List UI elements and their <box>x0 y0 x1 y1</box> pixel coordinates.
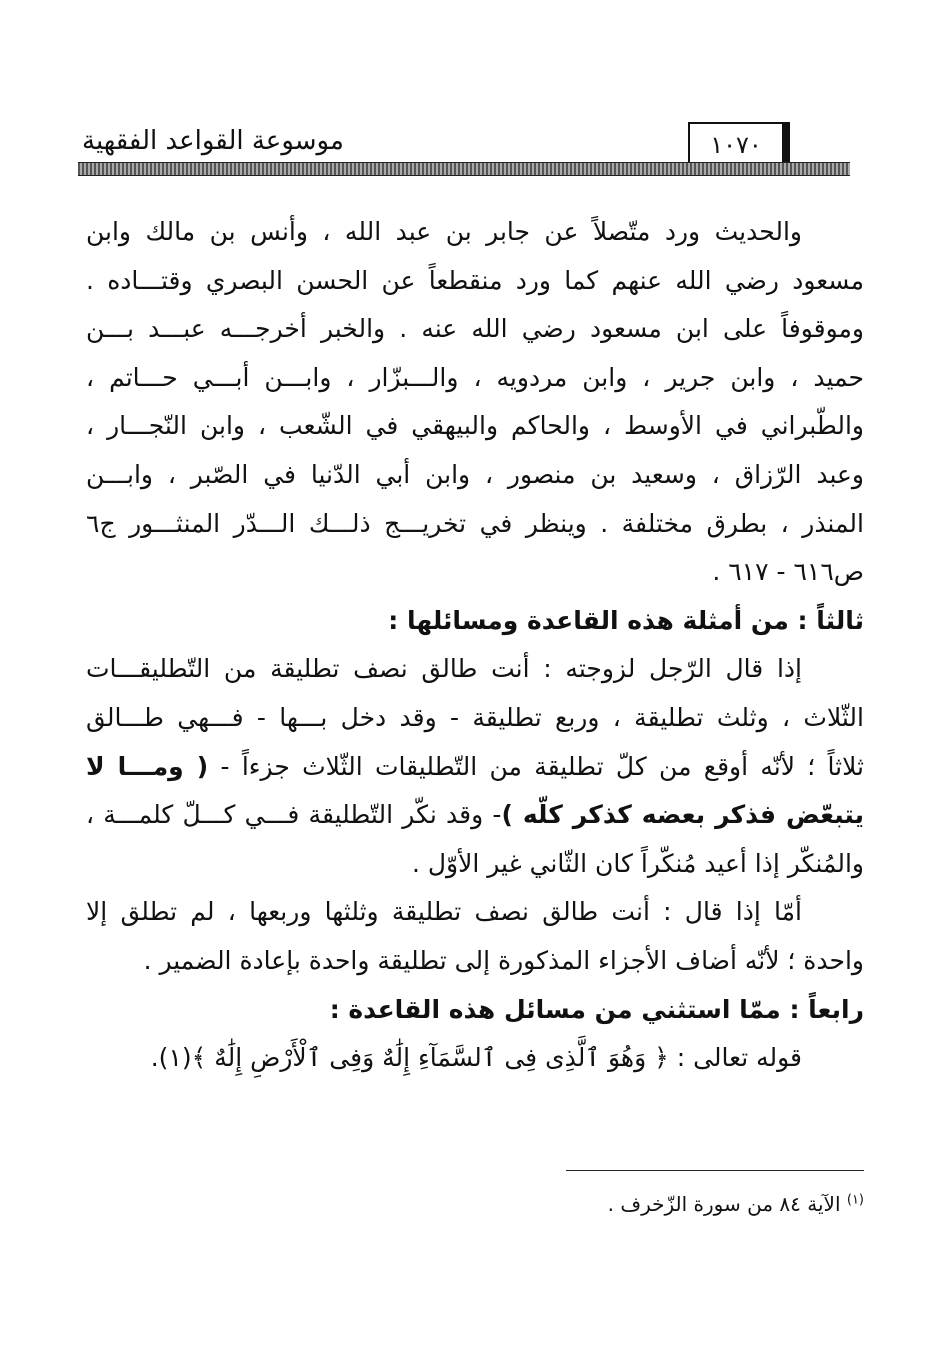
footnote-divider <box>566 1170 864 1171</box>
text-line: واحدة ؛ لأنّه أضاف الأجزاء المذكورة إلى تطليقة واحدة بإعادة الضمير . <box>143 945 864 975</box>
footnote <box>500 1192 864 1216</box>
section-heading-3: ثالثاً : من أمثلة هذه القاعدة ومسائلها : <box>388 605 864 635</box>
text-line: والحديث ورد متّصلاً عن جابر بن عبد الله ، وأنس بن مالك وابن <box>86 217 802 246</box>
page-header <box>78 118 850 180</box>
text-line: يتبعّض فذكر بعضه كذكر كلّه )- وقد نكّر التّطليقة فـــي كـــلّ كلمـــة ، <box>86 800 864 830</box>
footnote-text: الآية ٨٤ من سورة الزّخرف . <box>607 1192 841 1216</box>
text-line: إذا قال الرّجل لزوجته : أنت طالق نصف تطليقة من التّطليقـــات <box>86 654 802 684</box>
section-heading-4: رابعاً : ممّا استثني من مسائل هذه القاعدة : <box>329 994 864 1024</box>
text-line: والطّبراني في الأوسط ، والحاكم والبيهقي في الشّعب ، وابن النّجـــار ، <box>86 411 864 441</box>
text-line: وموقوفاً على ابن مسعود رضي الله عنه . والخبر أخرجـــه عبـــد بـــن <box>86 314 864 344</box>
text-line: وعبد الرّزاق ، وسعيد بن منصور ، وابن أبي الدّنيا في الصّبر ، وابـــن <box>86 459 864 489</box>
quran-verse-line: قوله تعالى : ﴿ وَهُوَ ٱلَّذِى فِى ٱلسَّمَآءِ إِلَٰهٌ وَفِى ٱلْأَرْضِ إِلَٰهٌ ﴾(١). <box>150 1043 802 1073</box>
text-line: والمُنكّر إذا أعيد مُنكّراً كان الثّاني غير الأوّل . <box>411 848 864 878</box>
text-line <box>86 743 864 792</box>
bold-phrase: يتبعّض فذكر بعضه كذكر كلّه ) <box>501 800 864 830</box>
book-title: موسوعة القواعد الفقهية <box>82 126 344 156</box>
text-line: مسعود رضي الله عنهم كما ورد منقطعاً عن الحسن البصري وقتـــاده . <box>86 265 864 295</box>
text-line: أمّا إذا قال : أنت طالق نصف تطليقة وثلثها وربعها ، لم تطلق إلا <box>86 897 802 927</box>
text-segment: ثلاثاً ؛ لأنّه أوقع من كلّ تطليقة من التّطليقات الثّلاث جزءاً - ( ومـــا لا <box>86 751 864 781</box>
text-line: الثّلاث ، وثلث تطليقة ، وربع تطليقة - وقد دخل بـــها - فـــهي طـــالق <box>86 702 864 732</box>
text-line: المنذر ، بطرق مختلفة . وينظر في تخريـــج ذلـــك الـــدّر المنثـــور ج٦ <box>86 508 864 538</box>
text-line: ص٦١٦ - ٦١٧ . <box>712 557 864 587</box>
footnote-marker: (١) <box>846 1192 864 1208</box>
text-line: حميد ، وابن جرير ، وابن مردويه ، والـــبزّار ، وابـــن أبـــي حـــاتم ، <box>86 362 864 392</box>
header-divider <box>78 162 850 176</box>
bold-phrase: ( ومـــا لا <box>86 751 209 781</box>
main-text <box>86 208 864 1083</box>
page-number: ١٠٧٠ <box>688 122 790 168</box>
